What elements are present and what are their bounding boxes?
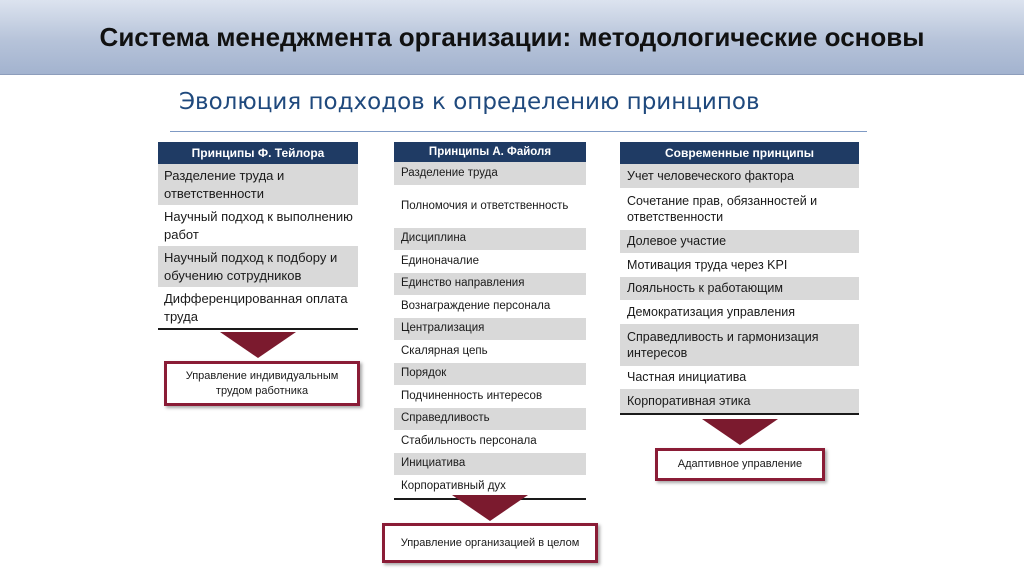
list-item: Разделение труда и ответственности [158, 164, 358, 205]
result-label-fayol: Управление организацией в целом [400, 536, 580, 549]
list-item: Единоначалие [394, 250, 586, 273]
list-item: Скалярная цепь [394, 340, 586, 363]
list-item: Корпоративный дух [394, 475, 586, 498]
result-box-fayol [382, 523, 598, 563]
slide-title: Система менеджмента организации: методологические основы [99, 22, 925, 52]
down-arrow-icon [702, 419, 778, 445]
list-item: Вознаграждение персонала [394, 295, 586, 318]
list-item: Дифференцированная оплата труда [158, 287, 358, 328]
modern-principles-list [620, 164, 859, 415]
result-label-modern: Адаптивное управление [677, 458, 803, 470]
fayol-principles-column [394, 142, 586, 500]
slide-header [0, 0, 1024, 75]
list-item: Централизация [394, 318, 586, 341]
list-item: Долевое участие [620, 230, 859, 254]
subtitle-underline [170, 131, 867, 132]
fayol-principles-list [394, 162, 586, 500]
column-header-modern: Современные принципы [620, 142, 859, 164]
list-item: Корпоративная этика [620, 389, 859, 413]
list-item: Частная инициатива [620, 366, 859, 390]
column-header-fayol: Принципы А. Файоля [394, 142, 586, 162]
list-item: Единство направления [394, 273, 586, 296]
result-label-taylor: Управление индивидуальным трудом работника [185, 369, 339, 397]
list-item: Стабильность персонала [394, 430, 586, 453]
modern-principles-column [620, 142, 859, 415]
taylor-principles-column [158, 142, 358, 330]
list-item: Полномочия и ответственность [394, 185, 586, 228]
taylor-principles-list [158, 164, 358, 330]
list-item: Подчиненность интересов [394, 385, 586, 408]
down-arrow-icon [452, 495, 528, 521]
list-item: Инициатива [394, 453, 586, 476]
list-item: Лояльность к работающим [620, 277, 859, 301]
list-item: Справедливость и гармонизация интересов [620, 324, 859, 366]
list-item: Разделение труда [394, 162, 586, 185]
result-box-modern [655, 448, 825, 481]
list-item: Сочетание прав, обязанностей и ответственности [620, 188, 859, 230]
result-box-taylor [164, 361, 360, 406]
list-item: Научный подход к подбору и обучению сотрудников [158, 246, 358, 287]
slide-subtitle: Эволюция подходов к определению принципов [179, 89, 760, 115]
list-item: Мотивация труда через KPI [620, 253, 859, 277]
column-header-taylor: Принципы Ф. Тейлора [158, 142, 358, 164]
list-item: Дисциплина [394, 228, 586, 251]
list-item: Учет человеческого фактора [620, 164, 859, 188]
list-item: Демократизация управления [620, 300, 859, 324]
list-item: Научный подход к выполнению работ [158, 205, 358, 246]
down-arrow-icon [220, 332, 296, 358]
list-item: Порядок [394, 363, 586, 386]
list-item: Справедливость [394, 408, 586, 431]
